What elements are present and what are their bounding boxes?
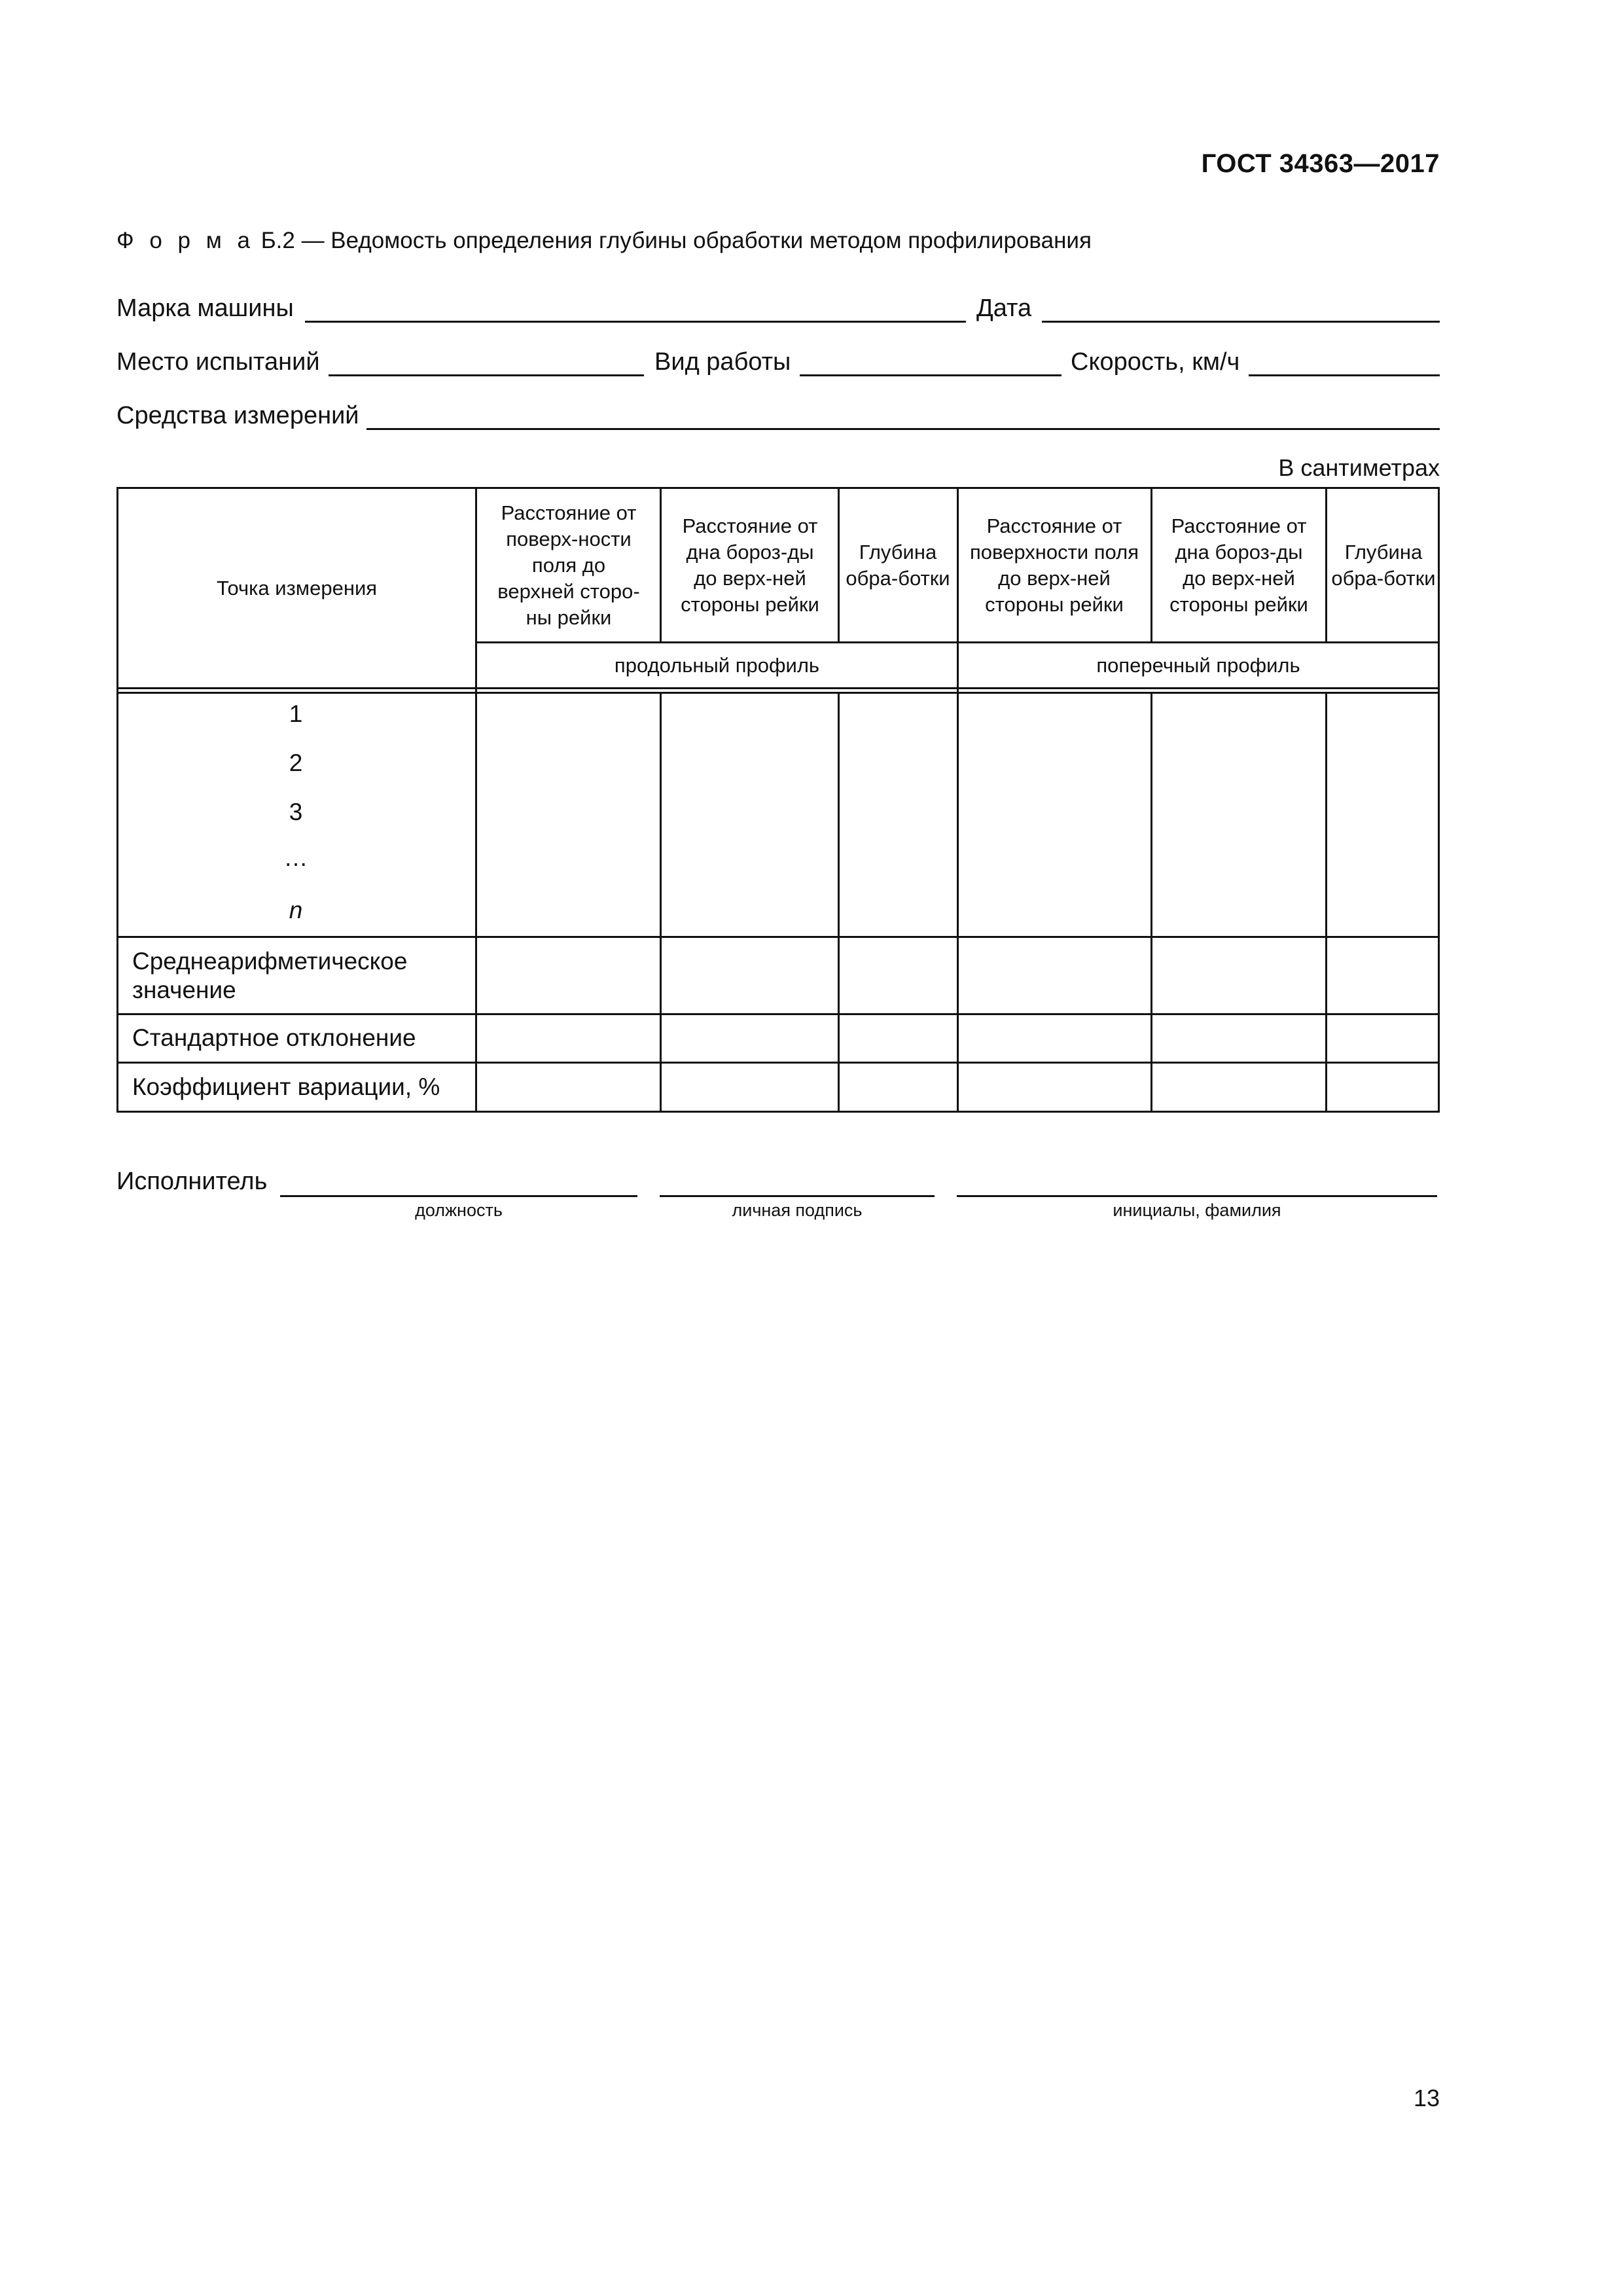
table-col-line-6-body: [1325, 692, 1327, 1113]
col-header-long-surface: Расстояние от поверх-ности поля до верхней сторо-ны рейки: [497, 501, 640, 629]
group-longitudinal-profile: продольный профиль: [614, 653, 820, 677]
signature-caption: личная подпись: [732, 1200, 863, 1220]
form-title-text: Б.2 — Ведомость определения глубины обработки методом профилирования: [260, 228, 1092, 253]
col-header-cross-depth: Глубина обра-ботки: [1331, 541, 1436, 590]
machine-brand-input-line[interactable]: [305, 321, 966, 323]
work-type-input-line[interactable]: [800, 374, 1061, 376]
machine-brand-label: Марка машины: [116, 295, 294, 322]
group-cross-profile: поперечный профиль: [1096, 653, 1300, 677]
form-label: Ф о р м а: [116, 228, 255, 253]
work-type-label: Вид работы: [654, 348, 791, 376]
document-number: ГОСТ 34363—2017: [1201, 149, 1440, 178]
table-col-line-6-header: [1325, 487, 1327, 641]
stat-row-mean: Среднеарифметическое значение: [132, 948, 408, 1003]
table-col-line-2-header: [660, 487, 662, 641]
unit-note: В сантиметрах: [1278, 454, 1440, 481]
field-row-machine: [116, 292, 1440, 325]
point-label: 1: [289, 700, 303, 727]
form-title: [116, 228, 1092, 254]
test-place-input-line[interactable]: [329, 374, 644, 376]
name-caption: инициалы, фамилия: [1113, 1200, 1281, 1220]
col-header-long-depth: Глубина обра-ботки: [846, 541, 950, 590]
speed-label: Скорость, км/ч: [1071, 348, 1240, 376]
table-col-line-4: [957, 487, 959, 1113]
point-label: n: [289, 897, 303, 924]
table-col-line-3-header: [838, 487, 840, 641]
table-border-right: [1438, 487, 1440, 1113]
name-input-line[interactable]: [957, 1195, 1437, 1197]
col-header-point: Точка измерения: [216, 576, 378, 600]
table-col-line-5-header: [1150, 487, 1152, 641]
measuring-tools-label: Средства измерений: [116, 402, 359, 429]
date-input-line[interactable]: [1042, 321, 1440, 323]
speed-input-line[interactable]: [1249, 374, 1440, 376]
point-label: …: [283, 844, 308, 871]
table-border-bottom: [116, 1111, 1440, 1113]
table-col-line-3-body: [838, 692, 840, 1113]
position-caption: должность: [415, 1200, 503, 1220]
col-header-cross-furrow: Расстояние от дна бороз-ды до верх-ней стороны рейки: [1169, 514, 1308, 616]
measurement-table: [116, 487, 1440, 1113]
test-place-label: Место испытаний: [116, 348, 320, 376]
table-col-line-2-body: [660, 692, 662, 1113]
stat-row-cv: Коэффициент вариации, %: [132, 1073, 440, 1100]
table-line-header-bottom-2: [116, 692, 1440, 694]
field-row-test: [116, 346, 1440, 378]
executor-label: Исполнитель: [116, 1168, 268, 1195]
field-row-tools: [116, 399, 1440, 432]
position-input-line[interactable]: [280, 1195, 637, 1197]
date-label: Дата: [976, 295, 1032, 322]
table-line-row-2: [116, 1013, 1440, 1015]
col-header-long-furrow: Расстояние от дна бороз-ды до верх-ней стороны рейки: [681, 514, 819, 616]
table-line-row-1: [116, 936, 1440, 938]
table-col-line-5-body: [1150, 692, 1152, 1113]
table-col-line-1: [475, 487, 477, 1113]
signature-row: [116, 1165, 1440, 1224]
measuring-tools-input-line[interactable]: [366, 428, 1440, 430]
stat-row-stddev: Стандартное отклонение: [132, 1024, 416, 1051]
col-header-cross-surface: Расстояние от поверхности поля до верх-ней стороны рейки: [970, 514, 1139, 616]
table-line-header-bottom-1: [116, 687, 1440, 689]
table-line-row-3: [116, 1062, 1440, 1064]
point-label: 3: [289, 798, 303, 825]
page-number: 13: [1413, 2085, 1440, 2111]
point-label: 2: [289, 749, 303, 776]
signature-input-line[interactable]: [660, 1195, 935, 1197]
